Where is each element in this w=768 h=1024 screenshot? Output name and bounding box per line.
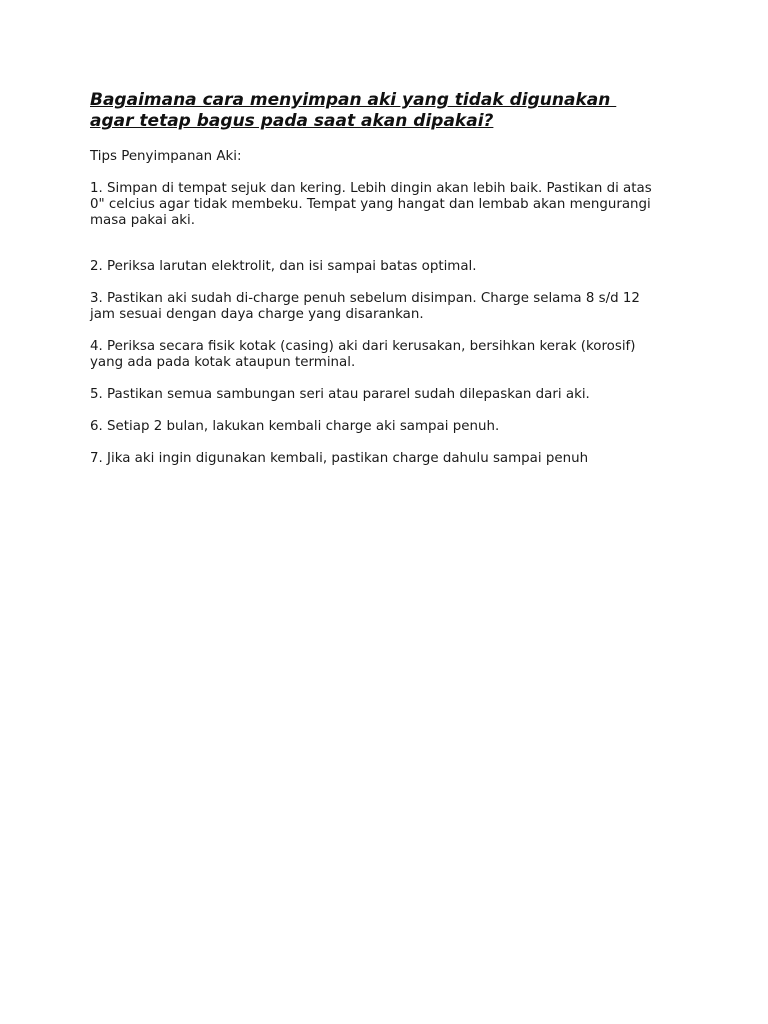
tips-subheading: Tips Penyimpanan Aki: xyxy=(90,149,242,164)
tip-item-1 xyxy=(90,181,690,229)
tip-line: 0" celcius agar tidak membeku. Tempat yang hangat dan lembab akan mengurangi xyxy=(90,197,651,212)
tip-item-4 xyxy=(90,339,690,371)
tip-line: 2. Periksa larutan elektrolit, dan isi sampai batas optimal. xyxy=(90,259,477,274)
tip-line: 6. Setiap 2 bulan, lakukan kembali charge aki sampai penuh. xyxy=(90,419,500,434)
title-line: agar tetap bagus pada saat akan dipakai? xyxy=(90,111,494,131)
tip-item-3 xyxy=(90,291,690,323)
tip-item-6 xyxy=(90,419,690,435)
title-line: Bagaimana cara menyimpan aki yang tidak digunakan xyxy=(90,90,617,110)
tip-line: yang ada pada kotak ataupun terminal. xyxy=(90,355,356,370)
tip-line: masa pakai aki. xyxy=(90,213,196,228)
tip-line: 1. Simpan di tempat sejuk dan kering. Lebih dingin akan lebih baik. Pastikan di atas xyxy=(90,181,652,196)
tip-line: 5. Pastikan semua sambungan seri atau pararel sudah dilepaskan dari aki. xyxy=(90,387,590,402)
tip-line: jam sesuai dengan daya charge yang disarankan. xyxy=(90,307,424,322)
tip-item-5 xyxy=(90,387,690,403)
tip-line: 7. Jika aki ingin digunakan kembali, pastikan charge dahulu sampai penuh xyxy=(90,451,589,466)
tip-item-2 xyxy=(90,259,690,275)
tip-line: 3. Pastikan aki sudah di-charge penuh sebelum disimpan. Charge selama 8 s/d 12 xyxy=(90,291,640,306)
document-page xyxy=(90,90,690,467)
document-title xyxy=(90,90,690,132)
tip-item-7 xyxy=(90,451,690,467)
tip-line: 4. Periksa secara fisik kotak (casing) aki dari kerusakan, bersihkan kerak (korosif) xyxy=(90,339,636,354)
